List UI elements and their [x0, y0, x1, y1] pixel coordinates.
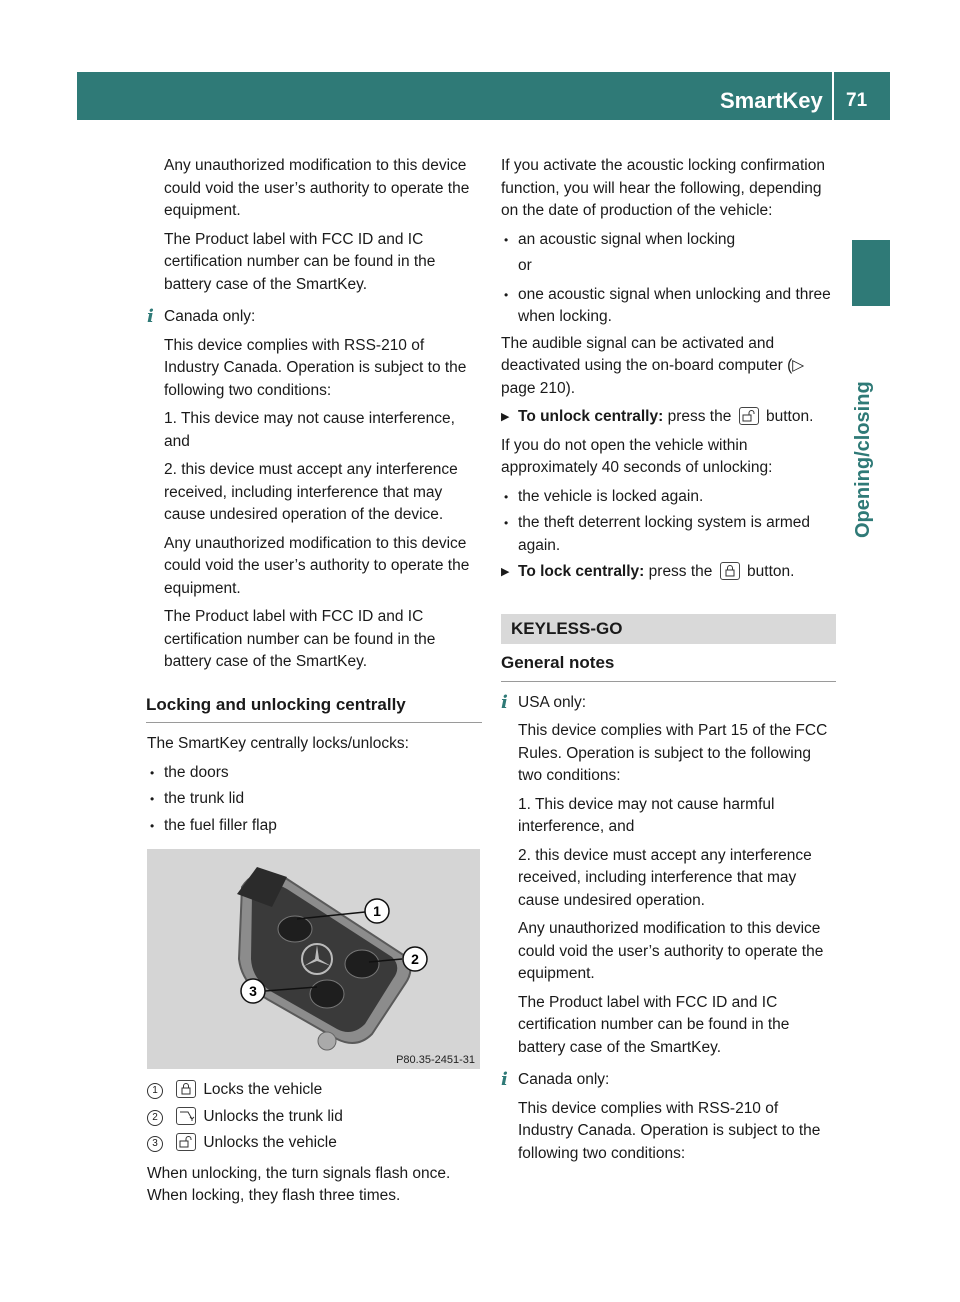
figure-callout-1: 1	[373, 903, 381, 919]
trunk-icon	[176, 1107, 196, 1125]
paragraph: Any unauthorized modification to this device could void the user’s authority to operate the equipment.	[518, 920, 824, 982]
paragraph: or	[518, 257, 532, 274]
list-item: • the vehicle is locked again.	[501, 486, 836, 509]
paragraph: 2. this device must accept any interference received, including interference that may cause undesired operation.	[518, 846, 812, 909]
paragraph: The SmartKey centrally locks/unlocks:	[147, 735, 409, 752]
callout-number: 1	[147, 1083, 163, 1099]
paragraph: 1. This device may not cause interference, and	[164, 410, 455, 450]
paragraph: This device complies with RSS-210 of Industry Canada. Operation is subject to the following two conditions:	[518, 1099, 821, 1162]
callout-text: Unlocks the trunk lid	[203, 1107, 343, 1125]
list-item: • the trunk lid	[147, 788, 482, 811]
step-text: button.	[765, 408, 814, 425]
smartkey-figure	[147, 849, 480, 1069]
paragraph: When unlocking, the turn signals flash once. When locking, they flash three times.	[147, 1164, 451, 1204]
left-column	[147, 155, 482, 1214]
paragraph: The audible signal can be activated and deactivated using the on-board computer (▷ page 210).	[501, 334, 805, 397]
smartkey-illustration	[147, 849, 480, 1069]
unlock-icon	[176, 1133, 196, 1151]
step-text: press the	[648, 563, 713, 580]
note-label: USA only:	[518, 693, 587, 711]
paragraph: This device complies with Part 15 of the FCC Rules. Operation is subject to the following two conditions:	[518, 722, 828, 784]
paragraph: Any unauthorized modification to this device could void the user’s authority to operate the equipment.	[164, 157, 470, 219]
list-item: • one acoustic signal when unlocking and three when locking.	[501, 284, 836, 329]
callout-number: 2	[147, 1110, 163, 1126]
callout-item	[147, 1106, 482, 1129]
lock-icon	[176, 1080, 196, 1098]
list-item: • the theft deterrent locking system is armed again.	[501, 512, 836, 557]
figure-callout-2: 2	[411, 951, 419, 967]
callout-text: Locks the vehicle	[203, 1081, 323, 1098]
info-icon: i	[147, 306, 154, 327]
paragraph: The Product label with FCC ID and IC certification number can be found in the battery case of the SmartKey.	[164, 230, 436, 293]
note-label: Canada only:	[518, 1071, 610, 1088]
paragraph: 2. this device must accept any interference received, including interference that may cause undesired operation of the device.	[164, 461, 458, 523]
step-label: To unlock centrally:	[518, 408, 664, 425]
paragraph: The Product label with FCC ID and IC certification number can be found in the battery case of the SmartKey.	[164, 608, 436, 670]
paragraph: 1. This device may not cause harmful interference, and	[518, 795, 775, 835]
list-item: • an acoustic signal when locking	[501, 229, 836, 252]
section-heading: Locking and unlocking centrally	[146, 694, 482, 724]
page-number: 71	[846, 90, 868, 111]
side-tab-marker	[852, 240, 890, 306]
info-note-canada	[147, 306, 482, 674]
general-notes-heading: General notes	[501, 644, 836, 682]
side-tab-label: Opening/closing	[852, 381, 874, 538]
info-note-usa	[501, 692, 836, 1060]
step-label: To lock centrally:	[518, 563, 645, 580]
figure-callout-3: 3	[249, 983, 257, 999]
list-item: • the fuel filler flap	[147, 815, 482, 838]
header-bar	[77, 72, 832, 120]
paragraph: If you activate the acoustic locking confirmation function, you will hear the following, depending on the date of production of the vehicle:	[501, 157, 825, 219]
callout-number: 3	[147, 1136, 163, 1152]
paragraph: This device complies with RSS-210 of Industry Canada. Operation is subject to the following two conditions:	[164, 336, 467, 399]
instruction-step	[501, 406, 836, 429]
note-label: Canada only:	[164, 308, 256, 325]
callout-text: Unlocks the vehicle	[203, 1134, 337, 1151]
keyless-go-heading: KEYLESS-GO	[501, 614, 836, 645]
right-column	[501, 155, 836, 1171]
callout-item	[147, 1132, 482, 1155]
header-title: SmartKey	[720, 88, 823, 113]
info-note-canada	[501, 1069, 836, 1165]
paragraph: Any unauthorized modification to this device could void the user’s authority to operate the equipment.	[164, 534, 470, 597]
paragraph: The Product label with FCC ID and IC certification number can be found in the battery case of the SmartKey.	[518, 993, 790, 1056]
instruction-step	[501, 561, 836, 584]
paragraph: If you do not open the vehicle within approximately 40 seconds of unlocking:	[501, 436, 773, 476]
info-icon: i	[501, 691, 508, 713]
step-text: button.	[747, 563, 795, 580]
figure-code: P80.35-2451-31	[396, 1054, 475, 1066]
step-text: press the	[667, 408, 732, 425]
unlock-icon	[739, 407, 759, 425]
callout-item	[147, 1079, 482, 1102]
list-item: • the doors	[147, 762, 482, 785]
info-icon: i	[501, 1069, 508, 1090]
lock-icon	[720, 562, 740, 580]
